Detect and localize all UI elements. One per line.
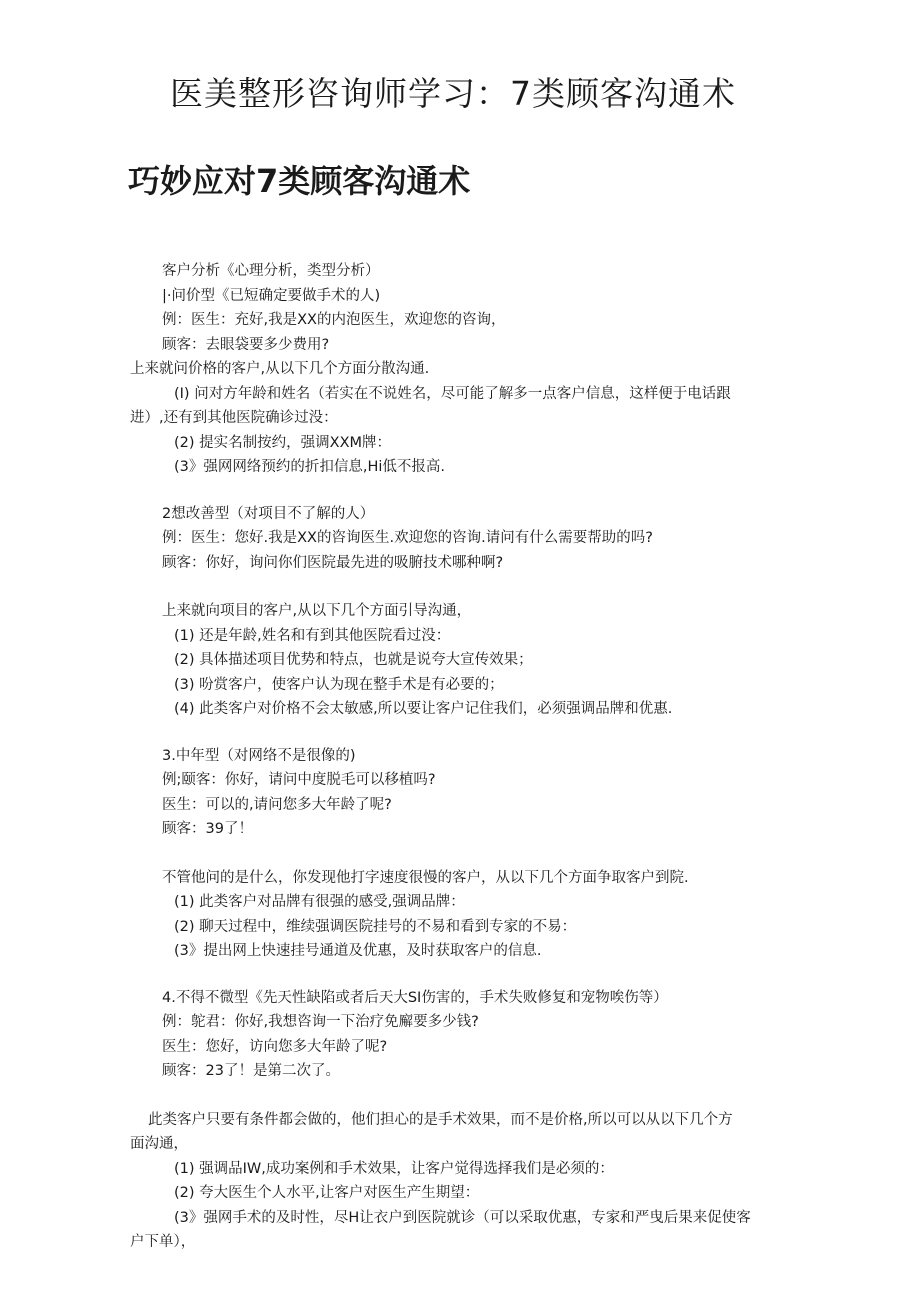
document-body [130,259,790,1255]
list-item: (3) 吩赏客户，使客户认为现在整手术是有必要的； [174,676,504,693]
section-heading: 2想改善型（对项目不了解的人） [162,505,375,522]
text-line: 例：医生：充好,我是XX的内泡医生，欢迎您的咨询， [162,312,506,328]
list-item: (1) 强调品IW,成功案例和手术效果，让客户觉得选择我们是必须的： [174,1160,614,1177]
list-item: (2) 具体描述项目优势和特点，也就是说夸大宣传效果； [174,652,533,668]
section-4 [130,986,790,1255]
text-line: 医生：可以的,请问您多大年龄了呢? [162,796,392,813]
text-line: 不管他问的是什么，你发现他打字速度很慢的客户，从以下几个方面争取客户到院. [162,869,689,886]
list-item: (2) 聊天过程中，维续强调医院挂号的不易和看到专家的不易： [174,918,577,935]
section-2 [130,502,790,722]
list-item: (1) 此类客户对品牌有很强的感受,强调品牌： [174,894,465,910]
text-line: 例：医生：您好.我是XX的咨询医生.欢迎您的咨询.请问有什么需要帮助的吗? [162,530,653,546]
document-subtitle: 巧妙应对7类顾客沟通术 [128,162,471,200]
intro-line: 客户分析《心理分析，类型分析） [162,263,380,279]
list-item: (3》强网手术的及时性，尽H让衣户到医院就诊（可以采取优惠，专家和严曳后果来促使客 [174,1209,751,1226]
text-line: 上来就向项目的客户,从以下几个方面引导沟通， [162,603,472,619]
text-line: 进）,还有到其他医院确诊过没： [130,410,338,426]
text-line: 例;颐客：你好，请问中度脱毛可以移植吗? [162,772,436,788]
section-1 [130,284,790,480]
text-line: 顾客：39了！ [162,821,253,837]
section-heading: 4.不得不微型《先天性缺陷或者后天大SI伤害的，手术失败修复和宠物唉伤等） [162,989,668,1006]
text-line: 此类客户只要有条件都会做的，他们担心的是手术效果，而不是价格,所以可以从以下几个方 [148,1111,733,1128]
section-3 [130,744,790,964]
text-line: 户下单）， [130,1234,196,1250]
list-item: (I) 问对方年龄和姓名（若实在不说姓名，尽可能了解多一点客户信息，这样便于电话跟 [174,385,731,402]
list-item: (2) 夸大医生个人水平,让客户对医生产生期望： [174,1185,480,1201]
document-title: 医美整形咨询师学习：7类顾客沟通术 [170,74,736,113]
list-item: (2) 提实名制按约，强调XXM牌： [174,434,392,451]
text-line: 顾客：23了！是第二次了。 [162,1063,340,1079]
list-item: (3》强网网络预约的折扣信息,Hi低不报高. [174,459,446,475]
text-line: 顾客：你好，询问你们医院最先进的吸腑技术哪种啊? [162,554,504,571]
text-line: 例：鸵君：你好,我想咨询一下治疗免廨要多少钱? [162,1014,479,1030]
section-heading: |·问价型《已短确定要做手术的人) [162,287,381,304]
text-line: 顾客：去眼袋要多少费用? [162,336,330,353]
section-heading: 3.中年型（对网络不是很像的) [162,747,356,764]
text-line: 面沟通， [130,1136,188,1152]
list-item: (3》提出网上快速挂号通道及优惠，及时获取客户的信息. [174,943,542,959]
text-line: 上来就问价格的客户,从以下几个方面分散沟通. [130,361,430,377]
list-item: (4) 此类客户对价格不会太敏感,所以要让客户记住我们，必须强调品牌和优惠. [174,701,673,717]
text-line: 医生：您好，访向您多大年龄了呢? [162,1038,388,1055]
list-item: (1) 还是年龄,姓名和有到其他医院看过没： [174,627,451,644]
